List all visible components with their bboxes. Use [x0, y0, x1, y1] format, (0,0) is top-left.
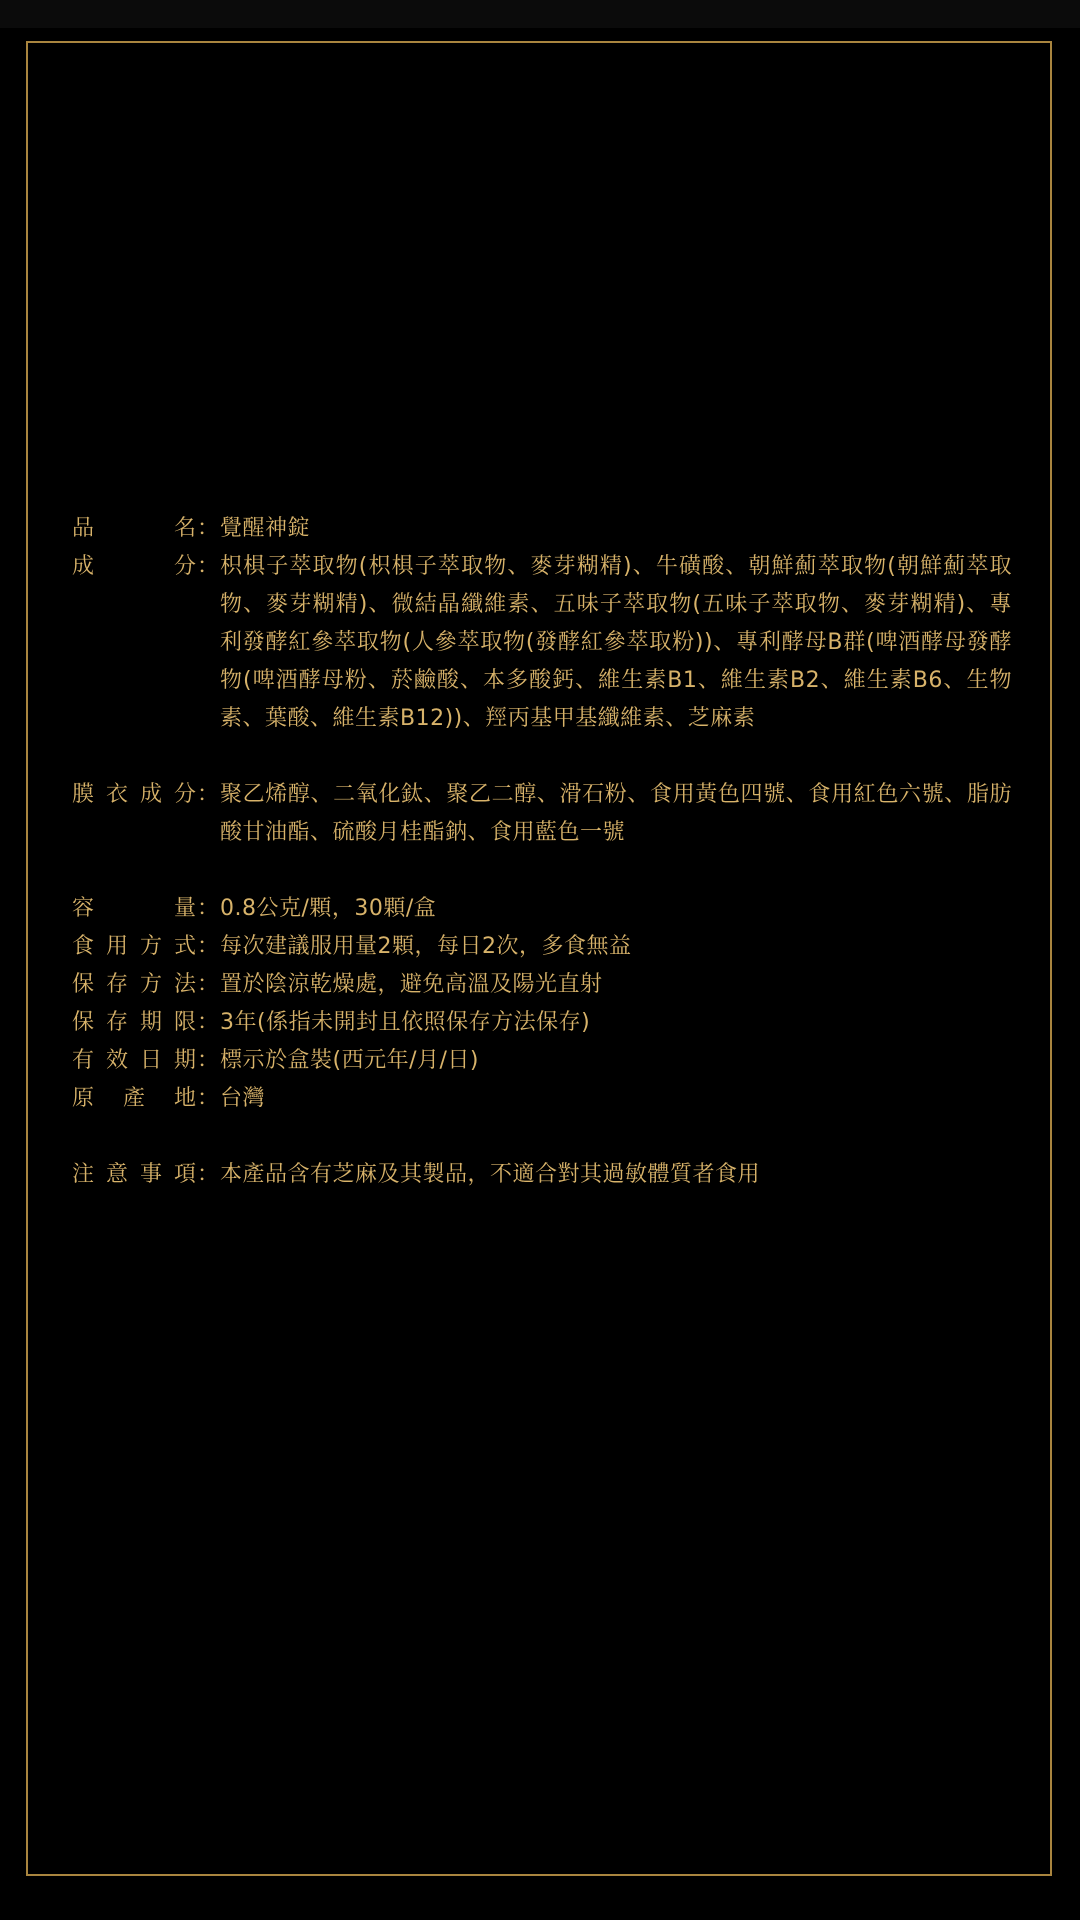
spec-value-ingredients: 枳椇子萃取物(枳椇子萃取物、麥芽糊精)、牛磺酸、朝鮮薊萃取物(朝鮮薊萃取物、麥芽糊精)、微結晶纖維素、五味子萃取物(五味子萃取物、麥芽糊精)、專利發酵紅參萃取物(人參萃取物(發酵紅參萃取粉))、專利酵母B群(啤酒酵母發酵物(啤酒酵母粉、菸鹼酸、本多酸鈣、維生素B1、維生素B2、維生素B6、生物素、葉酸、維生素B12))、羥丙基甲基纖維素、芝麻素 [220, 554, 1012, 731]
spec-row-ingredients [72, 548, 1012, 738]
spec-colon: ： [196, 934, 219, 959]
spec-label-usage: 食 用 方 式 [72, 934, 196, 959]
spec-label-capacity: 容 量 [72, 896, 196, 921]
spec-colon: ： [196, 972, 219, 997]
spec-colon: ： [196, 1086, 219, 1111]
spec-label-origin: 原 產 地 [72, 1086, 196, 1111]
spec-value-origin: 台灣 [220, 1086, 266, 1111]
spec-row-shelf-life [72, 1004, 1012, 1042]
spec-row-expiry [72, 1042, 1012, 1080]
spec-colon: ： [196, 554, 219, 579]
spec-value-storage: 置於陰涼乾燥處，避免高溫及陽光直射 [220, 972, 603, 997]
spec-colon: ： [196, 516, 219, 541]
spec-colon: ： [196, 1010, 219, 1035]
spec-value-shelf-life: 3年(係指未開封且依照保存方法保存) [220, 1010, 591, 1035]
spacer [72, 852, 1012, 890]
spec-value-usage: 每次建議服用量2顆，每日2次，多食無益 [220, 934, 632, 959]
spec-label-coating: 膜 衣 成 分 [72, 782, 196, 807]
spec-row-storage [72, 966, 1012, 1004]
spec-row-coating [72, 776, 1012, 852]
spec-row-origin [72, 1080, 1012, 1118]
product-spec-list [72, 510, 1012, 1194]
spacer [72, 1118, 1012, 1156]
top-band [0, 0, 1080, 28]
spec-colon: ： [196, 1048, 219, 1073]
spec-label-shelf-life: 保 存 期 限 [72, 1010, 196, 1035]
spec-label-ingredients: 成 分 [72, 554, 196, 579]
spec-value-notice: 本產品含有芝麻及其製品，不適合對其過敏體質者食用 [220, 1162, 761, 1187]
spec-row-notice [72, 1156, 1012, 1194]
spec-row-usage [72, 928, 1012, 966]
spec-row-capacity [72, 890, 1012, 928]
spacer [72, 738, 1012, 776]
spec-value-coating: 聚乙烯醇、二氧化鈦、聚乙二醇、滑石粉、食用黃色四號、食用紅色六號、脂肪酸甘油酯、硫酸月桂酯鈉、食用藍色一號 [220, 782, 1012, 845]
spec-colon: ： [196, 1162, 219, 1187]
spec-label-name: 品 名 [72, 516, 196, 541]
spec-row-name [72, 510, 1012, 548]
spec-colon: ： [196, 782, 219, 807]
spec-value-expiry: 標示於盒裝(西元年/月/日) [220, 1048, 479, 1073]
spec-value-capacity: 0.8公克/顆，30顆/盒 [220, 896, 437, 921]
spec-label-storage: 保 存 方 法 [72, 972, 196, 997]
spec-colon: ： [196, 896, 219, 921]
spec-label-notice: 注 意 事 項 [72, 1162, 196, 1187]
spec-label-expiry: 有 效 日 期 [72, 1048, 196, 1073]
spec-value-name: 覺醒神錠 [220, 516, 311, 541]
